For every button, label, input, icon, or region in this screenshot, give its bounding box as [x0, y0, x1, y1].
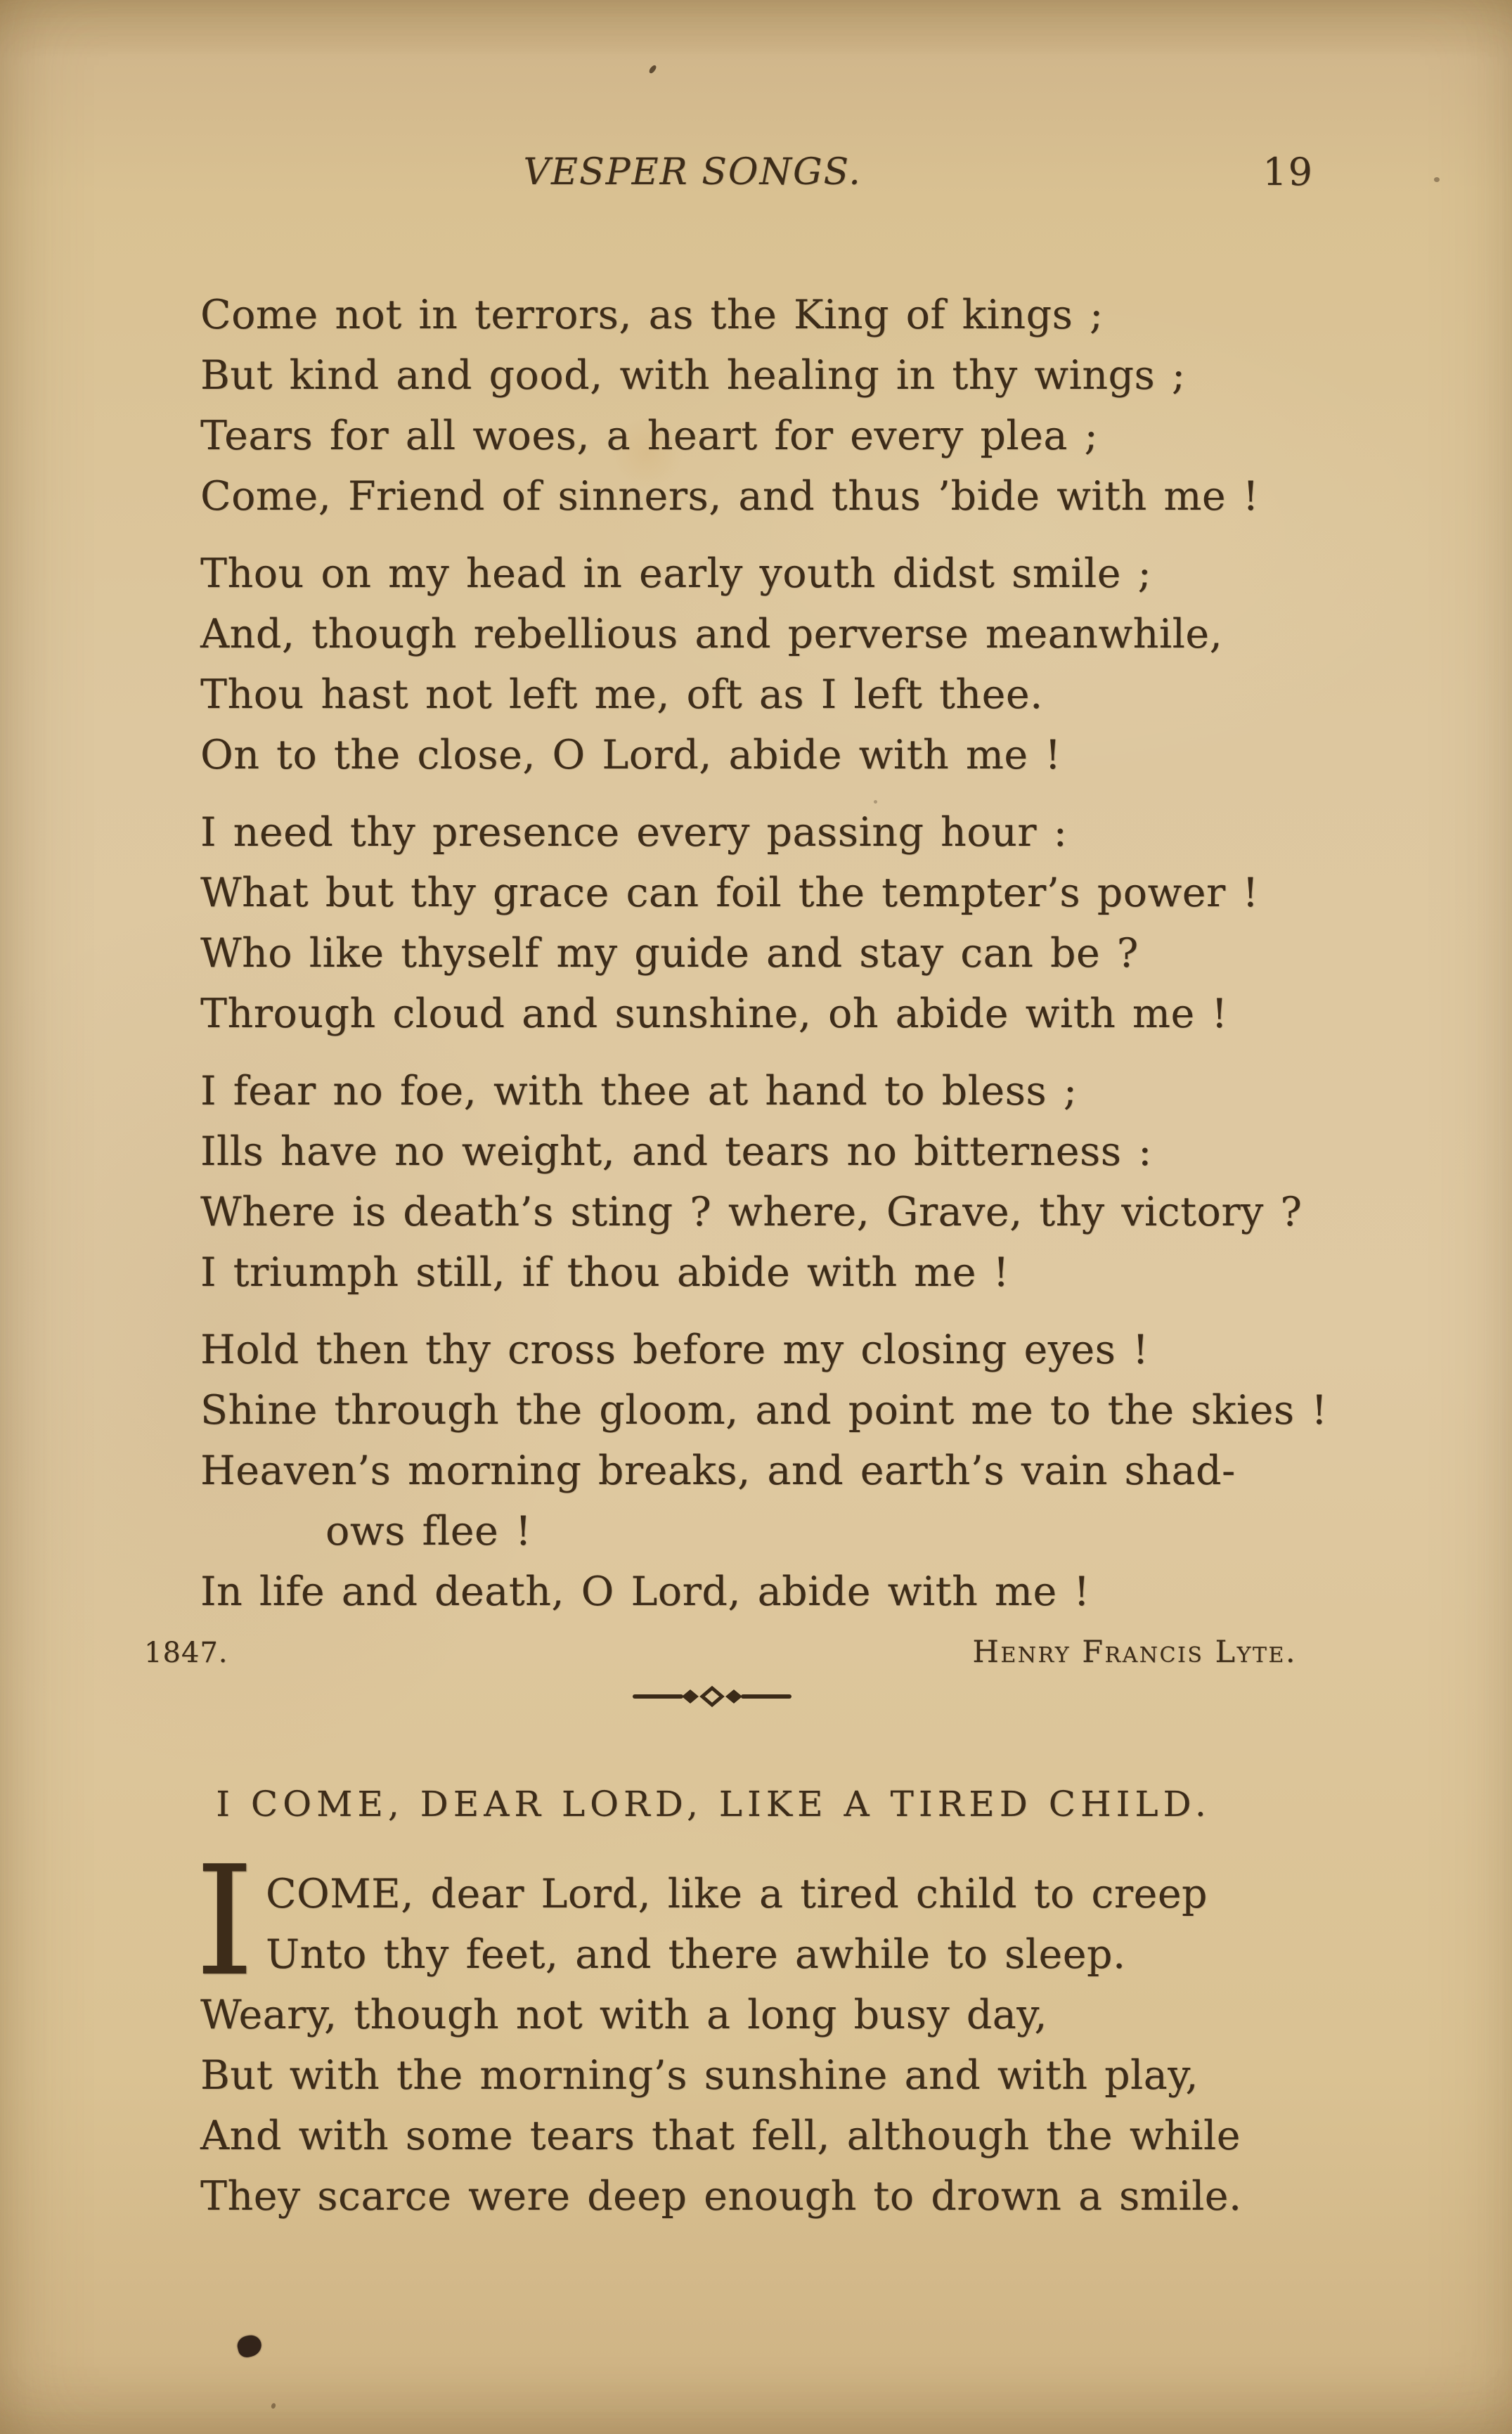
- drop-cap-letter: I: [195, 1833, 254, 2009]
- poem-abide-with-me: [144, 285, 1350, 1670]
- poem-line: I fear no foe, with thee at hand to bless ;: [200, 1068, 1078, 1114]
- stanza-1: [200, 285, 1350, 527]
- running-head-title: VESPER SONGS.: [523, 151, 862, 193]
- poem-line: And, though rebellious and perverse meanwhile,: [200, 611, 1223, 657]
- poem-line: But with the morning’s sunshine and with play,: [200, 2052, 1199, 2099]
- poem-title: I COME, DEAR LORD, LIKE A TIRED CHILD.: [216, 1784, 1211, 1824]
- poem-line: But kind and good, with healing in thy wings ;: [200, 352, 1186, 399]
- stanza-5: [200, 1320, 1350, 1622]
- poem-line: I need thy presence every passing hour :: [200, 809, 1068, 856]
- page-content: [0, 285, 1512, 2227]
- poem-line: Thou hast not left me, oft as I left thee.: [200, 671, 1043, 718]
- ink-speck: [271, 2402, 276, 2409]
- poem-line: They scarce were deep enough to drown a smile.: [200, 2173, 1242, 2220]
- poem-line: I triumph still, if thou abide with me !: [200, 1249, 1009, 1296]
- stanza-4: [200, 1061, 1350, 1303]
- attribution-date: 1847.: [144, 1637, 228, 1669]
- poem-line: Weary, though not with a long busy day,: [200, 1992, 1047, 2038]
- poem-line: Who like thyself my guide and stay can be ?: [200, 930, 1139, 977]
- ink-speck: [648, 64, 657, 75]
- ink-blot: [235, 2333, 264, 2359]
- poem-line: Tears for all woes, a heart for every plea ;: [200, 413, 1099, 459]
- poem-line: Unto thy feet, and there awhile to sleep.: [265, 1931, 1126, 1978]
- poem-line: Come, Friend of sinners, and thus ’bide with me !: [200, 473, 1260, 520]
- stanza-2: [200, 543, 1350, 785]
- diamond-rule-divider-icon: [631, 1682, 793, 1711]
- poem-line: Where is death’s sting ? where, Grave, thy victory ?: [200, 1189, 1303, 1235]
- opening-couplet: [195, 1833, 1350, 2009]
- poem-line: Ills have no weight, and tears no bitterness :: [200, 1128, 1152, 1175]
- ink-speck: [1434, 177, 1440, 182]
- poem-line: Thou on my head in early youth didst smile ;: [200, 550, 1152, 597]
- poem-line: What but thy grace can foil the tempter’s power !: [200, 870, 1259, 916]
- poem-line: Through cloud and sunshine, oh abide with me !: [200, 991, 1228, 1037]
- page-number: 19: [1262, 150, 1314, 194]
- poem-line: Heaven’s morning breaks, and earth’s vain shad-: [200, 1448, 1236, 1494]
- poem-line: And with some tears that fell, although the while: [200, 2113, 1241, 2159]
- ink-speck: [874, 800, 877, 804]
- attribution-row: [144, 1635, 1297, 1670]
- poem-line: Shine through the gloom, and point me to the skies !: [200, 1387, 1328, 1434]
- poem-line: Hold then thy cross before my closing eyes !: [200, 1327, 1149, 1373]
- poem-body: [195, 1833, 1350, 2227]
- poem-line: COME, dear Lord, like a tired child to creep: [265, 1871, 1208, 1917]
- poem-line: On to the close, O Lord, abide with me !: [200, 732, 1061, 778]
- attribution-author: Henry Francis Lyte.: [972, 1635, 1297, 1670]
- page-header: [0, 151, 1512, 195]
- poem-line: In life and death, O Lord, abide with me !: [200, 1569, 1090, 1615]
- poem-line: Come not in terrors, as the King of kings ;: [200, 292, 1104, 338]
- stanza-3: [200, 802, 1350, 1044]
- poem-line-continuation: ows flee !: [325, 1508, 532, 1554]
- poem-i-come-dear-lord: [195, 1784, 1350, 2227]
